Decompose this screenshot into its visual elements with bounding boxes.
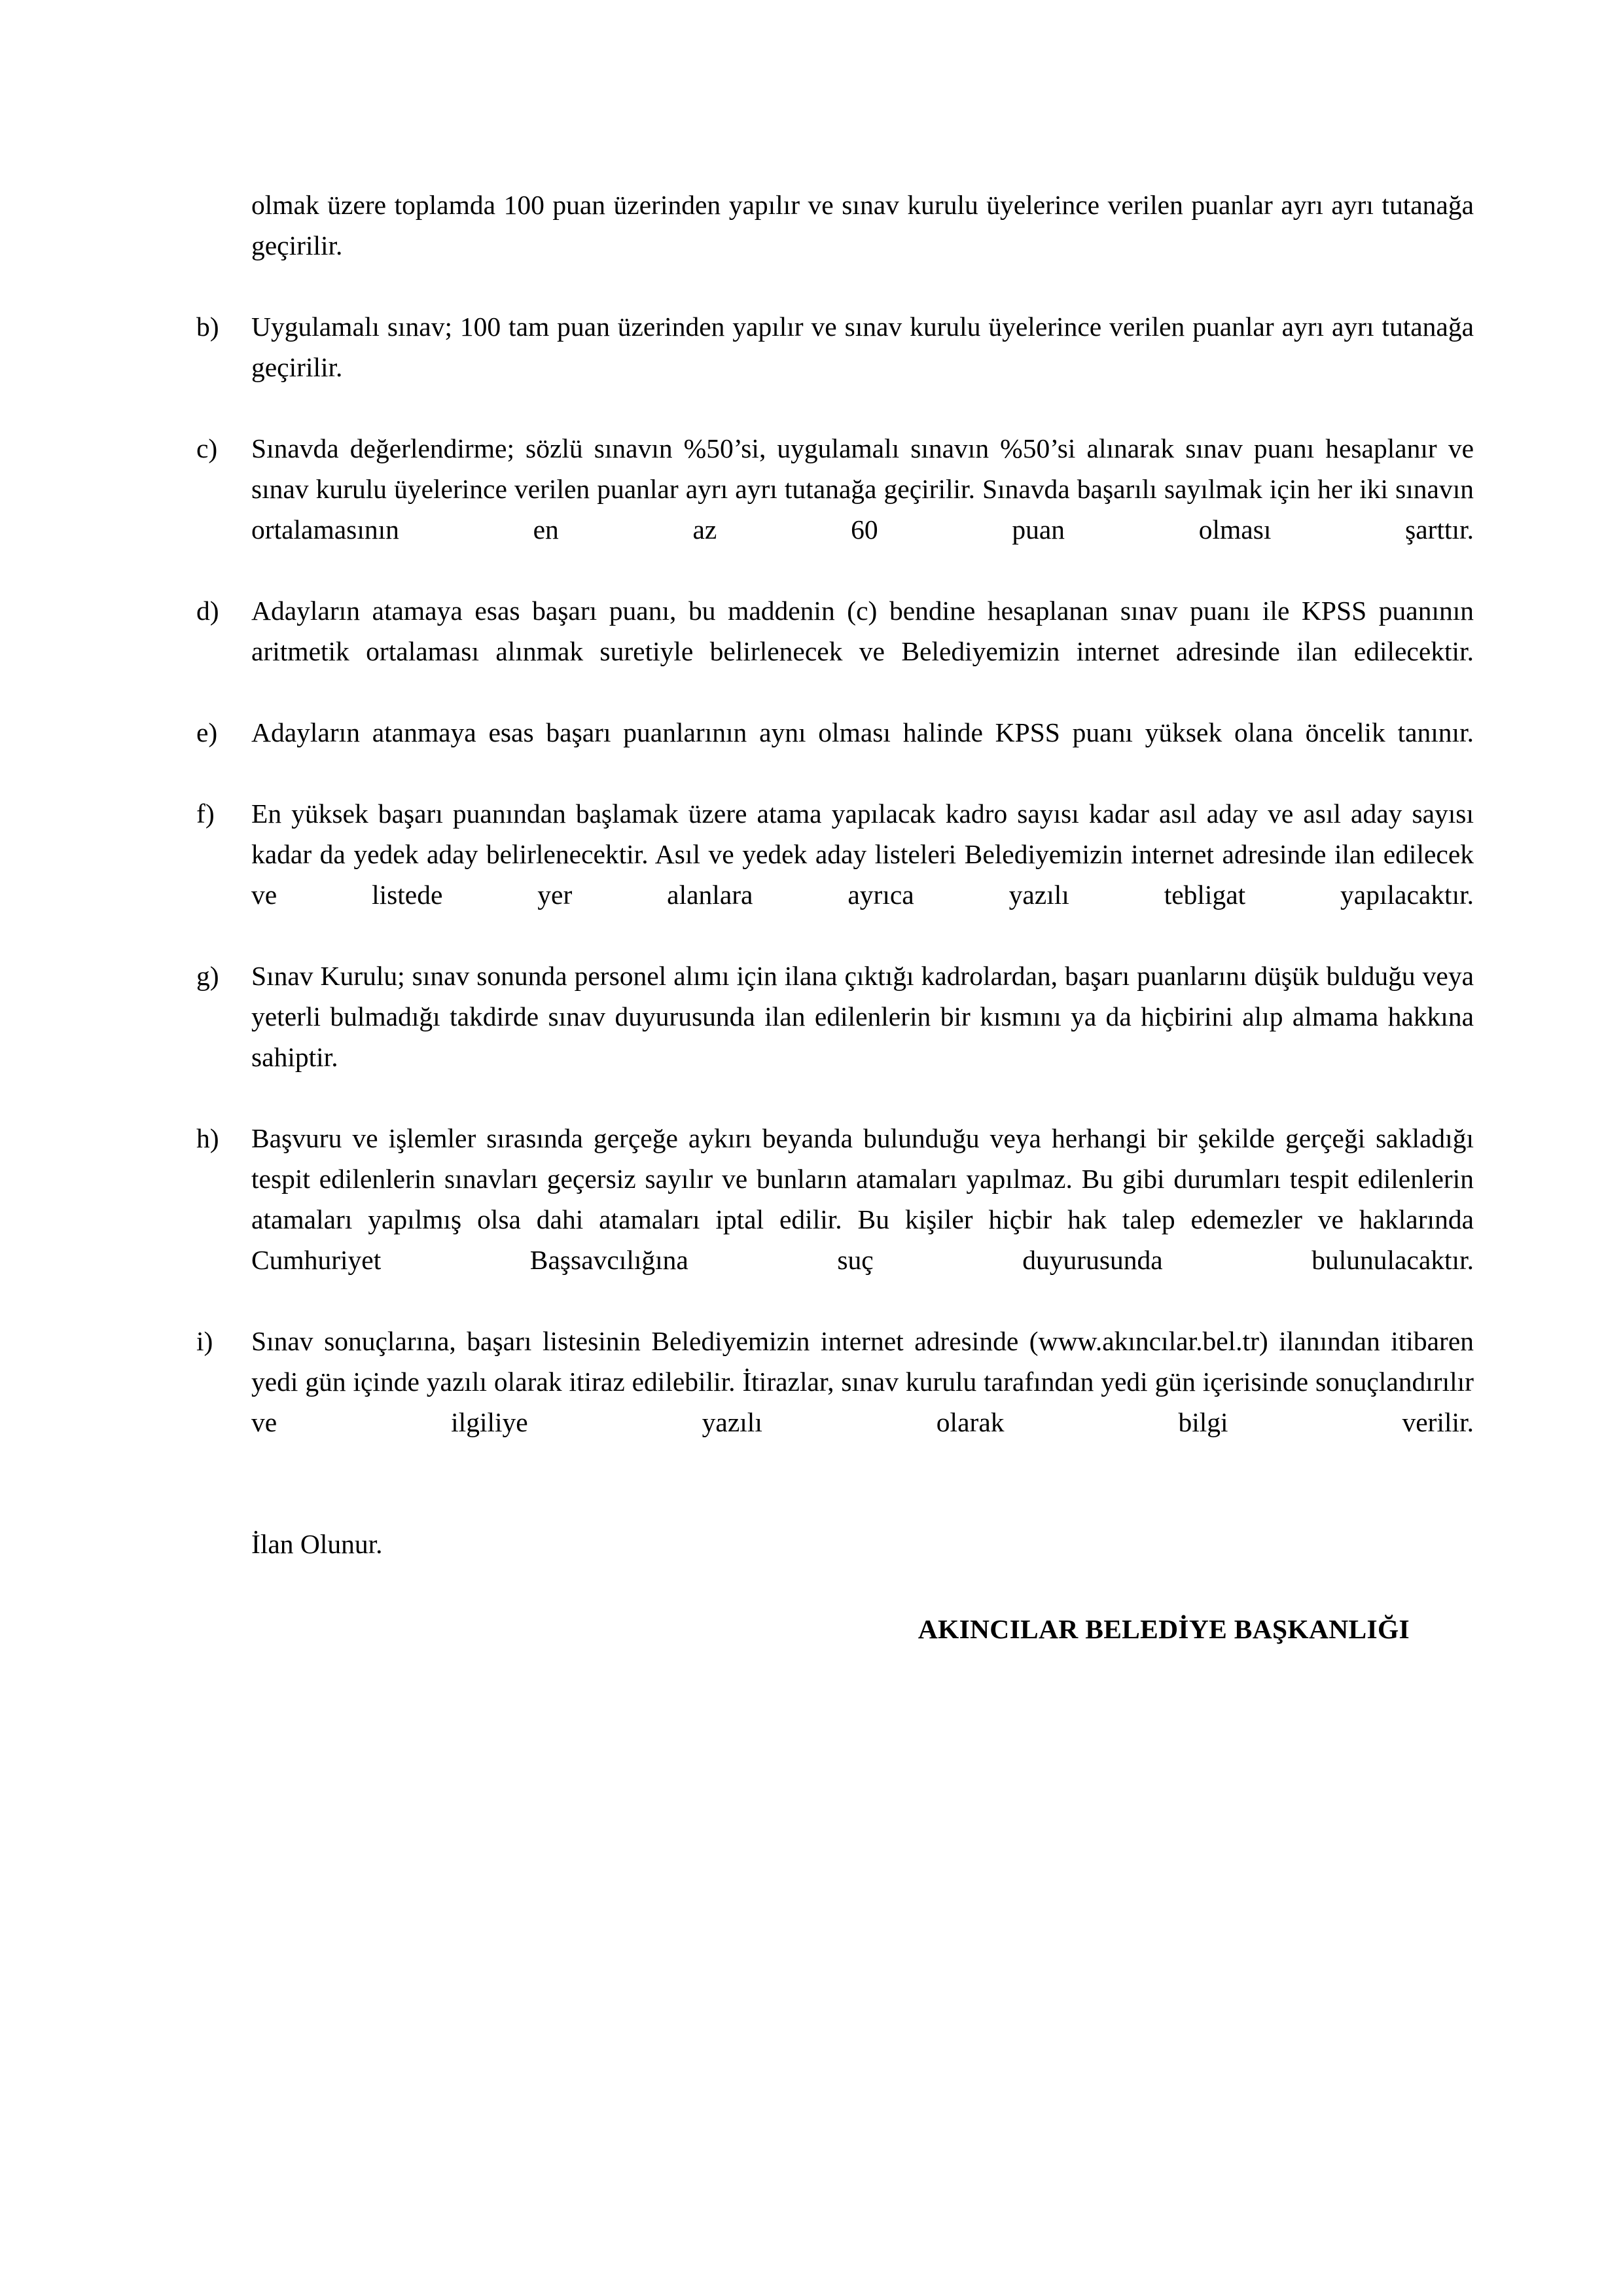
list-marker: f) <box>196 798 215 829</box>
list-marker: i) <box>196 1326 213 1356</box>
list-marker: c) <box>196 433 218 463</box>
list-item-text: Sınav Kurulu; sınav sonunda personel alımı için ilana çıktığı kadrolardan, başarı puanlarını düşük bulduğu veya yeterli bulmadığı takdirde sınav duyurusunda ilan edilenlerin bir kısmını ya da hiçbirini alıp almama hakkına sahiptir. <box>251 961 1474 1072</box>
list-marker: h) <box>196 1123 219 1153</box>
list-item <box>196 1321 1474 1483</box>
signature-authority: AKINCILAR BELEDİYE BAŞKANLIĞI <box>918 1614 1410 1644</box>
list-item <box>196 793 1474 956</box>
list-item-text: Başvuru ve işlemler sırasında gerçeğe aykırı beyanda bulunduğu veya herhangi bir şekilde gerçeği sakladığı tespit edilenlerin sınavları geçersiz sayılır ve bunların atamaları yapılmaz. Bu gibi durumları tespit edilenlerin atamaları yapılmış olsa dahi atamaları iptal edilir. Bu kişiler hiçbir hak talep edemezler ve haklarında Cumhuriyet Başsavcılığına suç duyurusunda bulunulacaktır. <box>251 1123 1474 1275</box>
list-item-text: Adayların atanmaya esas başarı puanlarının aynı olması halinde KPSS puanı yüksek olana öncelik tanınır. <box>251 717 1474 747</box>
list-marker: d) <box>196 596 219 626</box>
list-item <box>196 1118 1474 1321</box>
list-item <box>196 712 1474 793</box>
list-marker: b) <box>196 312 219 342</box>
list-item-text: Adayların atamaya esas başarı puanı, bu maddenin (c) bendine hesaplanan sınav puanı ile KPSS puanının aritmetik ortalaması alınmak suretiyle belirlenecek ve Belediyemizin internet adresinde ilan edilecektir. <box>251 596 1474 666</box>
list-item <box>196 428 1474 590</box>
lettered-clause-list <box>196 306 1474 1483</box>
list-item-text: En yüksek başarı puanından başlamak üzere atama yapılacak kadro sayısı kadar asıl aday ve asıl aday sayısı kadar da yedek aday belirlenecektir. Asıl ve yedek aday listeleri Belediyemizin internet adresinde ilan edilecek ve listede yer alanlara ayrıca yazılı tebligat yapılacaktır. <box>251 798 1474 910</box>
list-marker: e) <box>196 717 218 747</box>
closing-statement: İlan Olunur. <box>251 1529 383 1559</box>
list-item <box>196 590 1474 712</box>
list-item <box>196 306 1474 428</box>
document-body <box>196 185 1474 1677</box>
list-item <box>196 956 1474 1118</box>
continuation-paragraph: olmak üzere toplamda 100 puan üzerinden yapılır ve sınav kurulu üyelerince verilen puanlar ayrı ayrı tutanağa geçirilir. <box>251 190 1474 260</box>
list-item-text: Uygulamalı sınav; 100 tam puan üzerinden yapılır ve sınav kurulu üyelerince verilen puanlar ayrı ayrı tutanağa geçirilir. <box>251 312 1474 382</box>
list-item-text: Sınavda değerlendirme; sözlü sınavın %50’si, uygulamalı sınavın %50’si alınarak sınav puanı hesaplanır ve sınav kurulu üyelerince verilen puanlar ayrı ayrı tutanağa geçirilir. Sınavda başarılı sayılmak için her iki sınavın ortalamasının en az 60 puan olması şarttır. <box>251 433 1474 545</box>
list-item-text: Sınav sonuçlarına, başarı listesinin Belediyemizin internet adresinde (www.akıncılar.bel.tr) ilanından itibaren yedi gün içinde yazılı olarak itiraz edilebilir. İtirazlar, sınav kurulu tarafından yedi gün içerisinde sonuçlandırılır ve ilgiliye yazılı olarak bilgi verilir. <box>251 1326 1474 1437</box>
list-marker: g) <box>196 961 219 991</box>
